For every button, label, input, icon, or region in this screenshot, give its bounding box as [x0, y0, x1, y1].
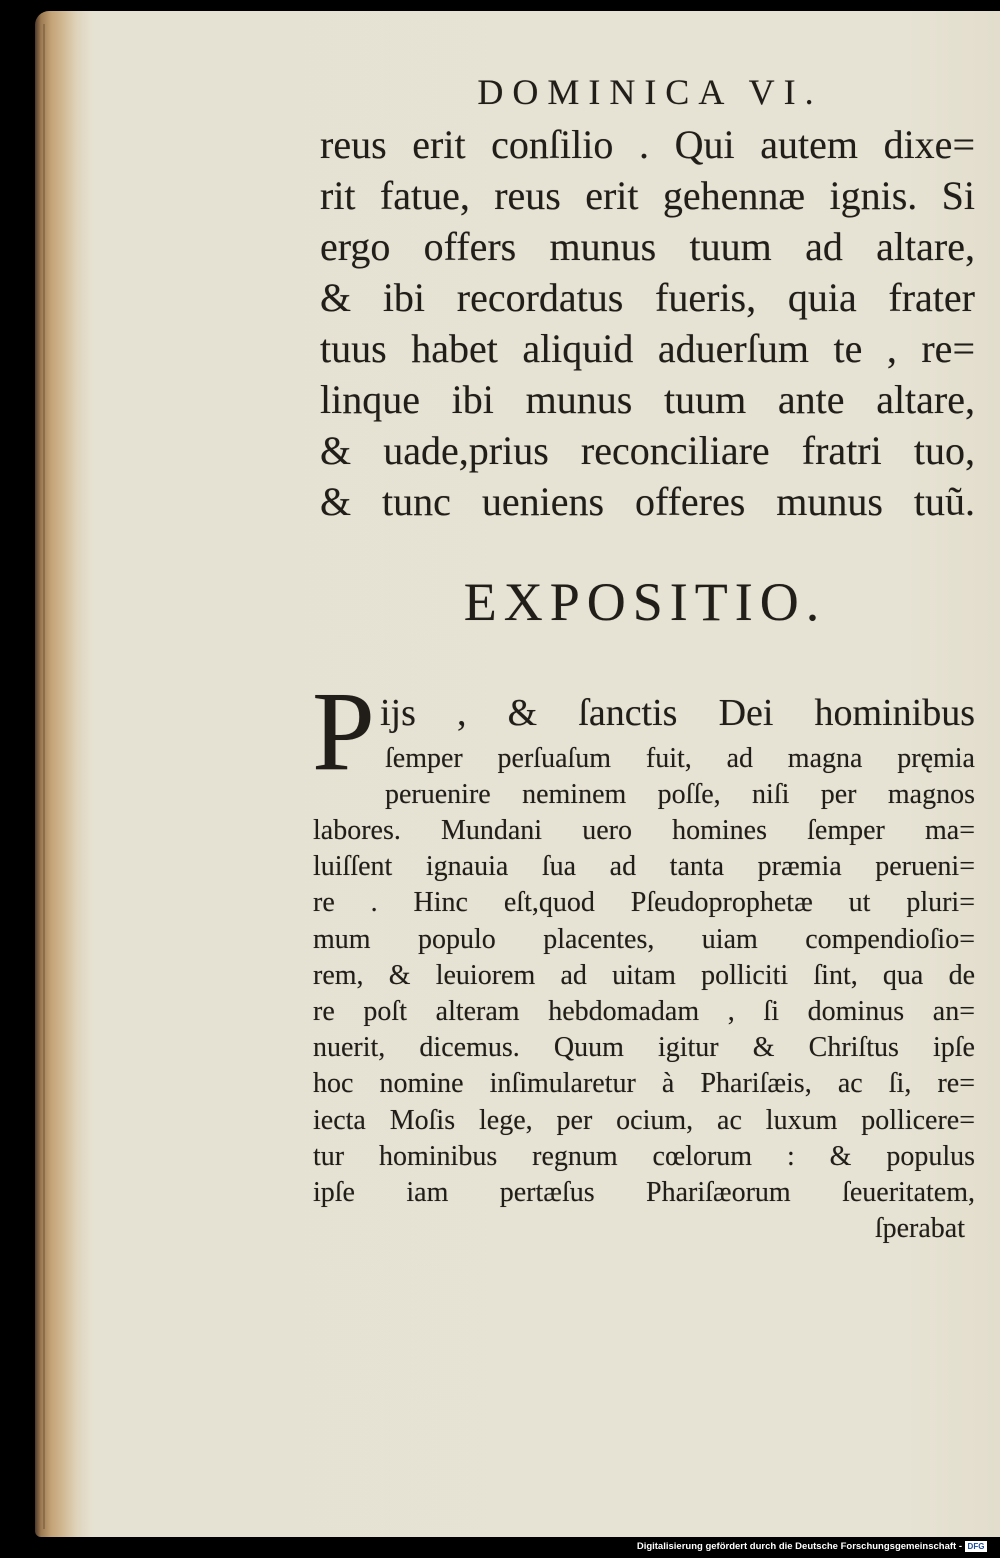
gospel-line: ergo offers munus tuum ad altare,: [320, 224, 975, 269]
gospel-line: linque ibi munus tuum ante altare,: [320, 377, 975, 422]
indented-lines: [385, 741, 975, 813]
gospel-line: reus erit conſilio . Qui autem dixe=: [320, 122, 975, 167]
paragraph-line: re . Hinc eſt,quod Pſeudoprophetæ ut pluri=: [313, 887, 975, 919]
paragraph-line: ijs , & ſanctis Dei hominibus: [380, 692, 975, 734]
paragraph-line: peruenire neminem poſſe, niſi per magnos: [385, 779, 975, 810]
running-head: DOMINICA VI.: [477, 72, 823, 112]
gospel-text: [320, 119, 975, 527]
catchword: ſperabat: [874, 1213, 965, 1244]
gospel-line: rit fatue, reus erit gehennæ ignis. Si: [320, 173, 975, 218]
paragraph-first-line: [380, 690, 975, 736]
paragraph-line: re poſt alteram hebdomadam , ſi dominus an=: [313, 995, 975, 1027]
footer-credit: Digitalisierung gefördert durch die Deutsche Forschungsgemeinschaft -: [636, 1541, 962, 1552]
gospel-line: tuus habet aliquid aduerſum te , re=: [320, 326, 975, 371]
paragraph-line: ipſe iam pertæſus Phariſæorum ſeueritatem,: [313, 1176, 975, 1208]
gospel-line: & ibi recordatus fueris, quia frater: [320, 275, 975, 320]
paragraph-line: nuerit, dicemus. Quum igitur & Chriſtus ipſe: [313, 1032, 975, 1064]
paragraph-line: mum populo placentes, uiam compendioſio=: [313, 923, 975, 955]
gospel-line: & uade,prius reconciliare fratri tuo,: [320, 428, 975, 473]
paragraph-line: ſemper perſuaſum fuit, ad magna pręmia: [385, 743, 975, 774]
page-edge: [43, 24, 45, 1529]
section-heading: EXPOSITIO.: [463, 572, 827, 632]
paragraph-line: luiſſent ignauia ſua ad tanta præmia perueni=: [313, 851, 975, 883]
gospel-line: & tunc ueniens offeres munus tuũ.: [320, 479, 975, 524]
paragraph-line: hoc nomine inſimularetur à Phariſæis, ac ſi, re=: [313, 1068, 975, 1100]
drop-cap: P: [312, 669, 375, 794]
dfg-logo: DFG: [965, 1541, 987, 1552]
paragraph-line: labores. Mundani uero homines ſemper ma=: [313, 815, 975, 846]
paragraph-line: tur hominibus regnum cœlorum : & populus: [313, 1140, 975, 1172]
body-text: [313, 813, 975, 1211]
paragraph-line: iecta Moſis lege, per ocium, ac luxum pollicere=: [313, 1104, 975, 1136]
paragraph-line: rem, & leuiorem ad uitam polliciti ſint, qua de: [313, 959, 975, 991]
